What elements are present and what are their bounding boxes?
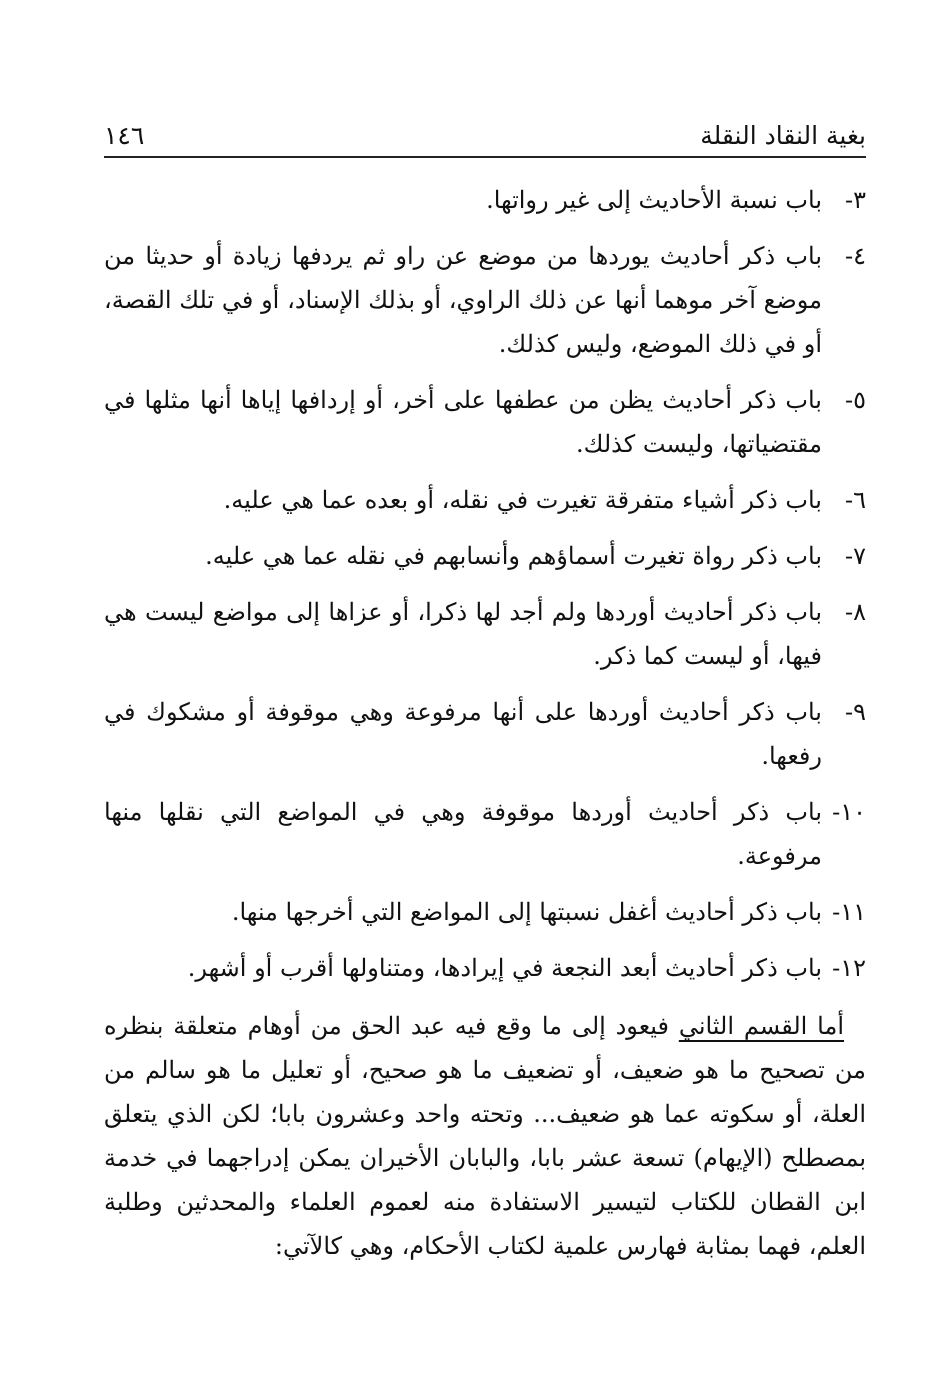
section-heading-underlined: أما القسم الثاني — [678, 1012, 844, 1040]
item-number: ٧- — [845, 542, 866, 570]
list-item — [104, 590, 866, 678]
item-number: ٩- — [845, 698, 866, 726]
list-item — [104, 790, 866, 878]
running-title: بغية النقاد النقلة — [700, 121, 866, 150]
list-item — [104, 234, 866, 366]
item-number: ٣- — [845, 186, 866, 214]
item-text: باب ذكر أحاديث أغفل نسبتها إلى المواضع التي أخرجها منها. — [231, 898, 822, 926]
list-item — [104, 378, 866, 466]
paragraph-text: فيعود إلى ما وقع فيه عبد الحق من أوهام متعلقة بنظره من تصحيح ما هو ضعيف، أو تضعيف ما هو صحيح، أو تعليل ما هو سالم من العلة، أو سكوته عما هو ضعيف... وتحته واحد وعشرون بابا؛ لكن الذي يتعلق بمصطلح (الإيهام) تسعة عشر بابا، والبابان الأخيران يمكن إدراجهما في خدمة ابن القطان للكتاب لتيسير الاستفادة منه لعموم العلماء والمحدثين وطلبة العلم، فهما بمثابة فهارس علمية لكتاب الأحكام، وهي كالآتي: — [104, 1012, 866, 1260]
item-text: باب ذكر أحاديث يوردها من موضع عن راو ثم يردفها زيادة أو حديثا من موضع آخر موهما أنها عن ذلك الراوي، أو بذلك الإسناد، أو في تلك القصة، أو في ذلك الموضع، وليس كذلك. — [104, 242, 822, 358]
page-number: ١٤٦ — [104, 121, 145, 150]
list-item — [104, 890, 866, 934]
item-text: باب ذكر أحاديث أوردها على أنها مرفوعة وهي موقوفة أو مشكوك في رفعها. — [104, 698, 822, 770]
page-body — [104, 178, 866, 1292]
closing-paragraph — [104, 1004, 866, 1268]
item-text: باب ذكر أشياء متفرقة تغيرت في نقله، أو بعده عما هي عليه. — [223, 486, 822, 514]
item-text: باب ذكر أحاديث أوردها ولم أجد لها ذكرا، أو عزاها إلى مواضع ليست هي فيها، أو ليست كما ذكر. — [104, 598, 822, 670]
list-item — [104, 690, 866, 778]
item-number: ٥- — [845, 386, 866, 414]
list-item — [104, 946, 866, 990]
item-number: ١٠- — [832, 798, 866, 826]
item-text: باب ذكر أحاديث أبعد النجعة في إيرادها، ومتناولها أقرب أو أشهر. — [187, 954, 822, 982]
item-text: باب ذكر أحاديث أوردها موقوفة وهي في المواضع التي نقلها منها مرفوعة. — [104, 798, 822, 870]
header-rule — [104, 156, 866, 158]
item-text: باب ذكر رواة تغيرت أسماؤهم وأنسابهم في نقله عما هي عليه. — [205, 542, 822, 570]
page-header — [104, 108, 866, 150]
item-text: باب ذكر أحاديث يظن من عطفها على أخر، أو إردافها إياها أنها مثلها في مقتضياتها، وليست كذلك. — [104, 386, 822, 458]
item-number: ٨- — [845, 598, 866, 626]
item-number: ١١- — [832, 898, 866, 926]
item-text: باب نسبة الأحاديث إلى غير رواتها. — [486, 186, 822, 214]
item-number: ٦- — [845, 486, 866, 514]
list-item — [104, 534, 866, 578]
item-number: ٤- — [845, 242, 866, 270]
list-item — [104, 178, 866, 222]
list-item — [104, 478, 866, 522]
item-number: ١٢- — [832, 954, 866, 982]
